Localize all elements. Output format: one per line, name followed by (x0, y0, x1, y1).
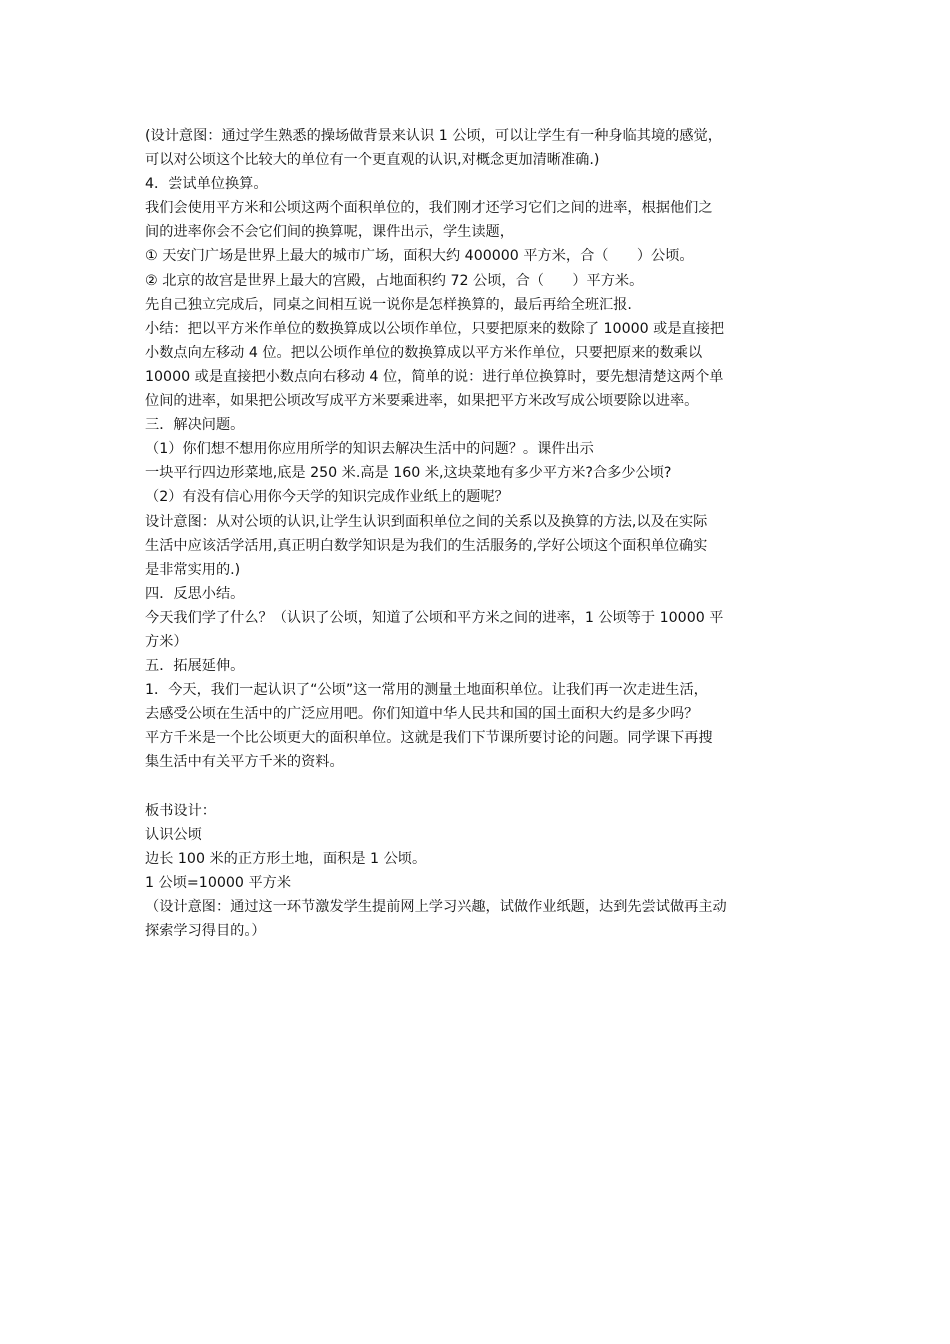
paragraph-line: 方米） (145, 633, 188, 650)
board-design-line: 认识公顷 (145, 826, 202, 843)
paragraph-line: 今天我们学了什么？（认识了公顷，知道了公顷和平方米之间的进率，1 公顷等于 10000 平 (145, 609, 724, 626)
board-design-line: 边长 100 米的正方形土地，面积是 1 公顷。 (145, 850, 427, 867)
paragraph-line: 生活中应该活学活用,真正明白数学知识是为我们的生活服务的,学好公顷这个面积单位确实 (145, 537, 708, 554)
paragraph-line: 位间的进率，如果把公顷改写成平方米要乘进率，如果把平方米改写成公顷要除以进率。 (145, 393, 699, 410)
paragraph-line: 我们会使用平方米和公顷这两个面积单位的，我们刚才还学习它们之间的进率，根据他们之 (145, 200, 713, 217)
paragraph-line: 集生活中有关平方千米的资料。 (145, 754, 344, 771)
paragraph-line: 先自己独立完成后，同桌之间相互说一说你是怎样换算的，最后再给全班汇报. (145, 296, 632, 313)
exercise-item: ② 北京的故宫是世界上最大的宫殿，占地面积约 72 公顷，合（ ）平方米。 (145, 272, 644, 289)
section-heading: 四．反思小结。 (145, 585, 245, 602)
board-design-line: 1 公顷=10000 平方米 (145, 874, 292, 891)
paragraph-line: 平方千米是一个比公顷更大的面积单位。这就是我们下节课所要讨论的问题。同学课下再搜 (145, 730, 713, 747)
paragraph-line: 10000 或是直接把小数点向右移动 4 位，简单的说：进行单位换算时，要先想清楚这两个单 (145, 368, 724, 385)
paragraph-line: 1．今天，我们一起认识了“公顷”这一常用的测量土地面积单位。让我们再一次走进生活， (145, 682, 708, 699)
paragraph-line: 小结：把以平方米作单位的数换算成以公顷作单位，只要把原来的数除了 10000 或是直接把 (145, 320, 725, 337)
paragraph-line: 小数点向左移动 4 位。把以公顷作单位的数换算成以平方米作单位，只要把原来的数乘以 (145, 344, 703, 361)
paragraph-line: 一块平行四边形菜地,底是 250 米.高是 160 米,这块菜地有多少平方米?合多少公顷? (145, 465, 672, 482)
section-heading: 4．尝试单位换算。 (145, 176, 268, 193)
paragraph-line: （设计意图：通过这一环节激发学生提前网上学习兴趣，试做作业纸题，达到先尝试做再主动 (145, 899, 727, 915)
paragraph-line: (设计意图：通过学生熟悉的操场做背景来认识 1 公顷，可以让学生有一种身临其境的感觉， (145, 128, 722, 144)
blank-line (145, 775, 810, 799)
exercise-item: ① 天安门广场是世界上最大的城市广场，面积大约 400000 平方米，合（ ）公顷。 (145, 248, 694, 265)
paragraph-line: （1）你们想不想用你应用所学的知识去解决生活中的问题？。课件出示 (145, 441, 594, 458)
paragraph-line: （2）有没有信心用你今天学的知识完成作业纸上的题呢？ (145, 489, 509, 506)
document-body (145, 124, 810, 943)
paragraph-line: 是非常实用的.) (145, 561, 241, 578)
section-heading: 五．拓展延伸。 (145, 658, 245, 675)
section-heading: 三．解决问题。 (145, 417, 245, 434)
paragraph-line: 探索学习得目的。） (145, 923, 266, 940)
paragraph-line: 可以对公顷这个比较大的单位有一个更直观的认识,对概念更加清晰准确.) (145, 152, 600, 169)
paragraph-line: 设计意图：从对公顷的认识,让学生认识到面积单位之间的关系以及换算的方法,以及在实际 (145, 513, 708, 530)
paragraph-line: 去感受公顷在生活中的广泛应用吧。你们知道中华人民共和国的国土面积大约是多少吗？ (145, 706, 699, 723)
paragraph-line: 间的进率你会不会它们间的换算呢，课件出示，学生读题， (145, 224, 514, 241)
board-design-heading: 板书设计： (145, 802, 216, 819)
